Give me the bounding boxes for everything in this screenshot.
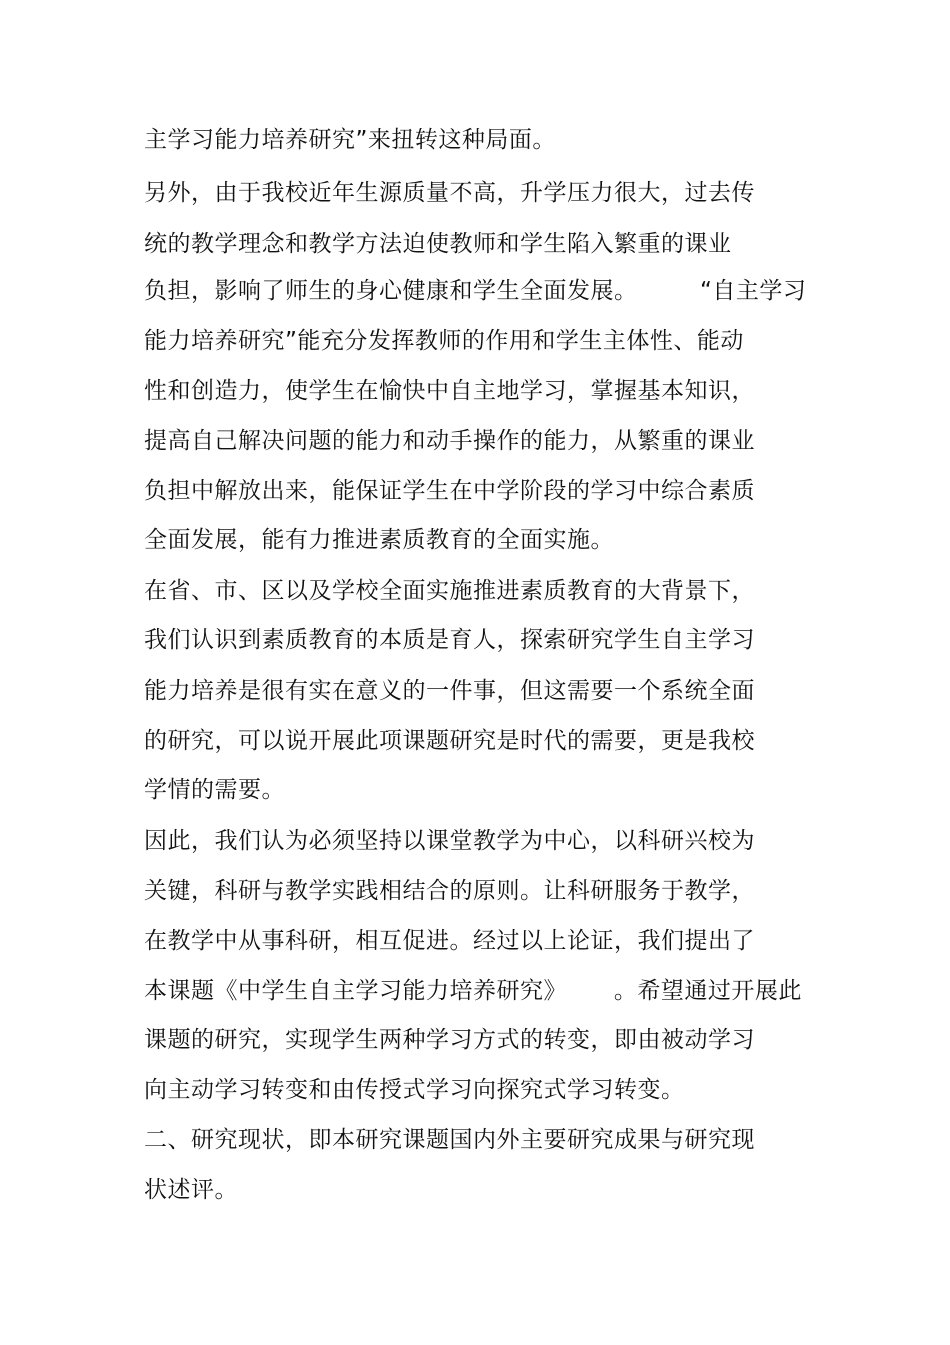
text-line: 关键，科研与教学实践相结合的原则。让科研服务于教学， xyxy=(144,878,755,904)
text-line: 负担，影响了师生的身心健康和学生全面发展。 “自主学习 xyxy=(144,278,807,304)
text-line: 在教学中从事科研，相互促进。经过以上论证，我们提出了 xyxy=(144,928,755,954)
text-line: 统的教学理念和教学方法迫使教师和学生陷入繁重的课业 xyxy=(144,231,732,257)
text-line: 向主动学习转变和由传授式学习向探究式学习转变。 xyxy=(144,1077,685,1103)
text-line: 课题的研究，实现学生两种学习方式的转变，即由被动学习 xyxy=(144,1027,755,1053)
text-line: 能力培养研究”能充分发挥教师的作用和学生主体性、能动 xyxy=(144,328,744,354)
text-line: 学情的需要。 xyxy=(144,777,285,803)
text-line: 我们认识到素质教育的本质是育人，探索研究学生自主学习 xyxy=(144,627,755,653)
text-line: 二、研究现状，即本研究课题国内外主要研究成果与研究现 xyxy=(144,1127,755,1153)
text-line: 在省、市、区以及学校全面实施推进素质教育的大背景下， xyxy=(144,578,755,604)
text-line: 的研究，可以说开展此项课题研究是时代的需要，更是我校 xyxy=(144,728,755,754)
text-line: 本课题《中学生自主学习能力培养研究》 。希望通过开展此 xyxy=(144,978,802,1004)
text-line: 状述评。 xyxy=(144,1177,238,1203)
text-line: 能力培养是很有实在意义的一件事，但这需要一个系统全面 xyxy=(144,678,755,704)
text-line: 主学习能力培养研究”来扭转这种局面。 xyxy=(144,127,556,153)
text-line: 因此，我们认为必须坚持以课堂教学为中心，以科研兴校为 xyxy=(144,828,755,854)
text-line: 全面发展，能有力推进素质教育的全面实施。 xyxy=(144,527,614,553)
text-line: 负担中解放出来，能保证学生在中学阶段的学习中综合素质 xyxy=(144,478,755,504)
text-line: 另外，由于我校近年生源质量不高，升学压力很大，过去传 xyxy=(144,180,755,206)
text-line: 性和创造力，使学生在愉快中自主地学习，掌握基本知识， xyxy=(144,378,755,404)
text-line: 提高自己解决问题的能力和动手操作的能力，从繁重的课业 xyxy=(144,428,755,454)
